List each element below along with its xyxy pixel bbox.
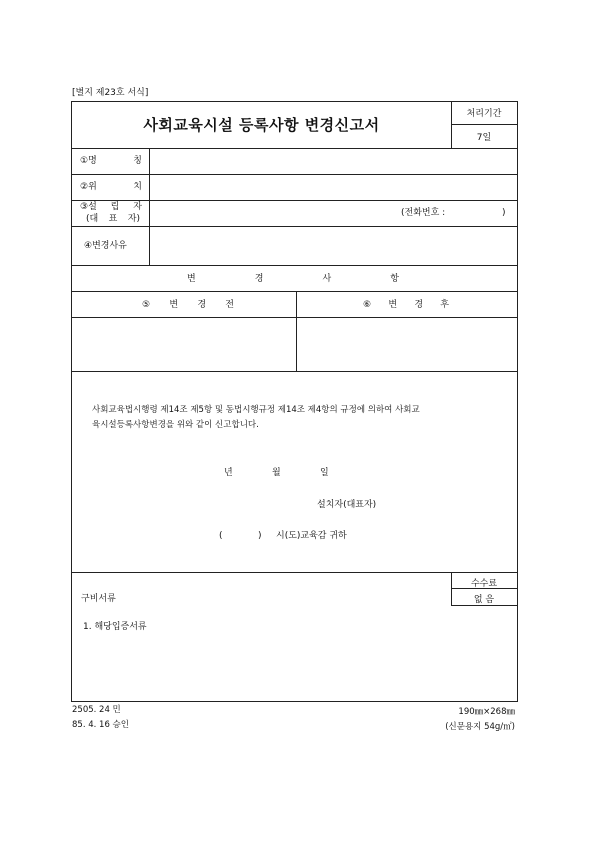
representative-label: (대 표 자) (86, 214, 140, 224)
after-change-header: ⑥ 변 경 후 (363, 300, 449, 310)
phone-close-paren: ) (502, 208, 506, 218)
change-reason-field[interactable] (151, 227, 515, 264)
location-field[interactable] (151, 175, 515, 199)
form-number: [별지 제23호 서식] (72, 88, 149, 98)
date-month-label: 월 (272, 468, 281, 478)
date-day-label: 일 (320, 468, 329, 478)
change-reason-label: ④변경사유 (84, 241, 127, 251)
footer-paper-type: (신문용지 54g/㎡) (445, 722, 515, 732)
processing-period-value: 7일 (476, 133, 492, 143)
name-label: ①명 칭 (80, 156, 142, 166)
founder-label: ③설 립 자 (80, 202, 142, 212)
form-title: 사회교육시설 등록사항 변경신고서 (143, 116, 380, 134)
location-label: ②위 치 (80, 182, 142, 192)
addressee-open-paren: ( (219, 531, 223, 541)
required-documents-label: 구비서류 (81, 594, 116, 604)
addressee-close-paren: ) (258, 531, 262, 541)
footer-paper-size: 190㎜×268㎜ (458, 707, 515, 717)
changes-header: 변 경 사 항 (187, 274, 399, 284)
fee-label: 수수료 (470, 579, 498, 589)
fee-value: 없 음 (473, 595, 495, 605)
signer-label: 설치자(대표자) (317, 500, 377, 510)
footer-approval: 85. 4. 16 승인 (72, 720, 129, 730)
name-field[interactable] (151, 149, 515, 173)
after-change-field[interactable] (297, 318, 515, 370)
date-year-label: 년 (224, 468, 233, 478)
declaration-line-2: 육시설등록사항변경을 위와 같이 신고합니다. (92, 420, 259, 430)
phone-label: (전화번호 : (401, 208, 446, 218)
footer-code: 2505. 24 민 (72, 705, 121, 715)
processing-period-label: 처리기간 (466, 109, 502, 119)
before-change-field[interactable] (72, 318, 295, 370)
required-document-item: 1. 해당입증서류 (83, 622, 147, 632)
founder-field[interactable] (151, 201, 515, 225)
before-change-header: ⑤ 변 경 전 (142, 300, 234, 310)
declaration-line-1: 사회교육법시행령 제14조 제5항 및 동법시행규정 제14조 제4항의 규정에 의하여 사회교 (92, 405, 420, 415)
addressee: 시(도)교육감 귀하 (276, 531, 347, 541)
